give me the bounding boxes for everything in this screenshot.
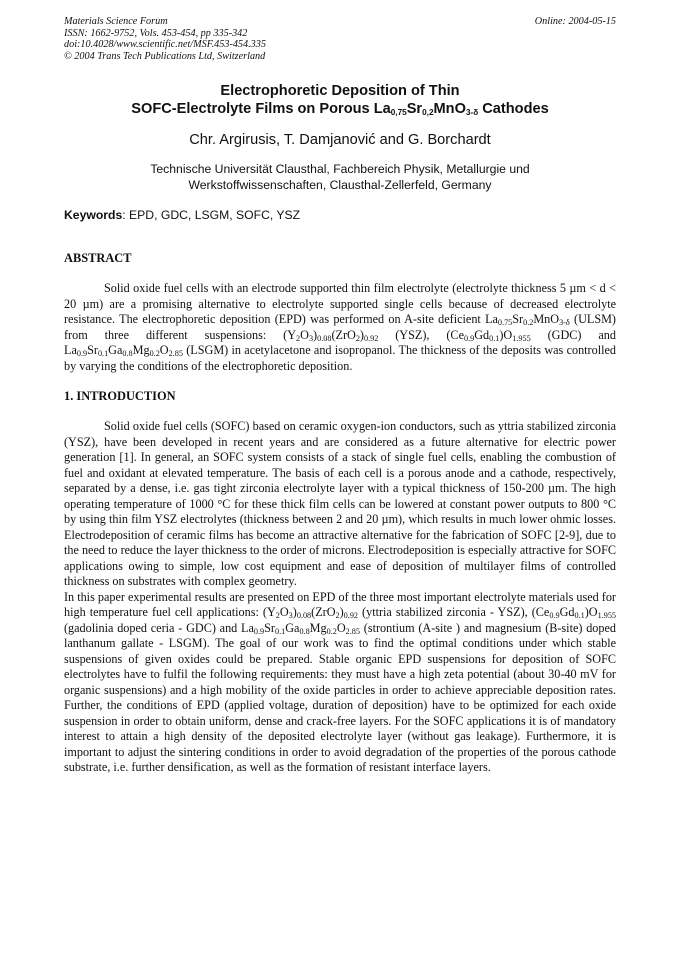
abstract-heading: ABSTRACT <box>64 251 132 266</box>
introduction-paragraph-2: In this paper experimental results are presented on EPD of the three most important electrolyte materials used for high temperature fuel cell applications: $(Y_2O_3)_{0.08}(ZrO_2)_{0.92}$ (yttria stabilized zirconia - YSZ), $(Ce_{0.9}Gd_{0.1})O_{1.955}$ (gadolinia doped ceria - GDC) and $La_{0.9}Sr_{0.1}Ga_{0.8}Mg_{0.2}O_{2.85}$ (strontium (A-site ) and magnesium (B-site) doped lanthanum gallate - LSGM). The goal of our work was to find the optimal conditions under which stable suspensions of given oxides could be prepared. Stable organic EPD suspensions for deposition of SOFC electrolytes have to fulfil the following requirements: they must have a high zeta potential (about 30-40 mV for organic suspensions) and a high mobility of the oxide particles in order to achieve appreciable deposition rates. Further, the conditions of EPD (applied voltage, duration of deposition) have to be optimized for each oxide suspension in order to obtain uniform, dense and crack-free layers. For the SOFC applications it is of mandatory interest to attain a high density of the deposited electrolyte layer (without gas leakage). Furthermore, it is important to adjust the sintering conditions in order to avoid degradation of the properties of the porous cathode substrate, i.e. further densification, as well as the formation of resistant interface layers. <box>64 589 616 775</box>
copyright-line: © 2004 Trans Tech Publications Ltd, Switzerland <box>64 50 266 62</box>
keywords-value: : EPD, GDC, LSGM, SOFC, YSZ <box>122 208 301 223</box>
keywords <box>64 208 616 222</box>
doi-line: doi:10.4028/www.scientific.net/MSF.453-454.335 <box>64 39 266 51</box>
introduction-heading: 1. INTRODUCTION <box>64 389 176 404</box>
title-line-2: SOFC-Electrolyte Films on Porous $La_{0,75}Sr_{0,2}MnO_{3-\delta}$ Cathodes <box>131 101 549 118</box>
journal-name: Materials Science Forum <box>64 16 168 27</box>
abstract-text: Solid oxide fuel cells with an electrode supported thin film electrolyte (electrolyte thickness 5 µm < d < 20 µm) are a promising alternative to electrolyte supported single cells because of decreased electrolyte resistance. The electrophoretic deposition (EPD) was performed on A-site deficient $La_{0.75}Sr_{0.2}MnO_{3-\delta}$ (ULSM) from three different suspensions: $(Y_2O_3)_{0.08}(ZrO_2)_{0.92}$ (YSZ), $(Ce_{0.9}Gd_{0.1})O_{1.955}$ (GDC) and $La_{0.9}Sr_{0.1}Ga_{0.8}Mg_{0.2}O_{2.85}$ (LSGM) in acetylacetone and isopropanol. The thickness of the deposits was controlled by varying the conditions of the electrophoretic deposition. <box>64 281 616 373</box>
online-date: Online: 2004-05-15 <box>534 16 616 27</box>
affiliation <box>64 161 616 193</box>
introduction-paragraph-1: Solid oxide fuel cells (SOFC) based on ceramic oxygen-ion conductors, such as yttria stabilized zirconia (YSZ), have been developed in recent years and are considered as a future alternative for electric power generation [1]. In general, an SOFC system consists of a stack of single fuel cells, enabling the combustion of fuel and oxidant at elevated temperature. The basis of each cell is a porous anode and a cathode, respectively, separated by a dense, i.e. gas tight zirconia electrolyte layer with a typical thickness of 150-200 µm. The high operating temperature of 1000 °C for these thick film cells can be lowered at constant power outputs to 800 °C by using thin film YSZ electrolytes (thickness between 2 and 20 µm), which results in much lower ohmic losses. Electrodeposition of ceramic films has become an attractive alternative for the fabrication of SOFC [2-9], due to the need to reduce the layer thickness to the order of microns. Electrodeposition is especially attractive for SOFC applications owing to simple, low cost equipment and ease of deposition of multilayer films of controlled thickness on substrates with complex geometry. <box>64 419 616 589</box>
authors: Chr. Argirusis, T. Damjanović and G. Borchardt <box>189 132 491 149</box>
publication-header <box>64 16 616 62</box>
paper-title <box>64 82 616 118</box>
title-line-1: Electrophoretic Deposition of Thin <box>220 83 460 100</box>
paper-page <box>64 16 616 776</box>
issn-line: ISSN: 1662-9752, Vols. 453-454, pp 335-342 <box>64 27 248 39</box>
keywords-label: Keywords <box>64 208 123 223</box>
affiliation-line-2: Werkstoffwissenschaften, Clausthal-Zellerfeld, Germany <box>188 178 492 193</box>
affiliation-line-1: Technische Universität Clausthal, Fachbereich Physik, Metallurgie und <box>150 162 530 177</box>
